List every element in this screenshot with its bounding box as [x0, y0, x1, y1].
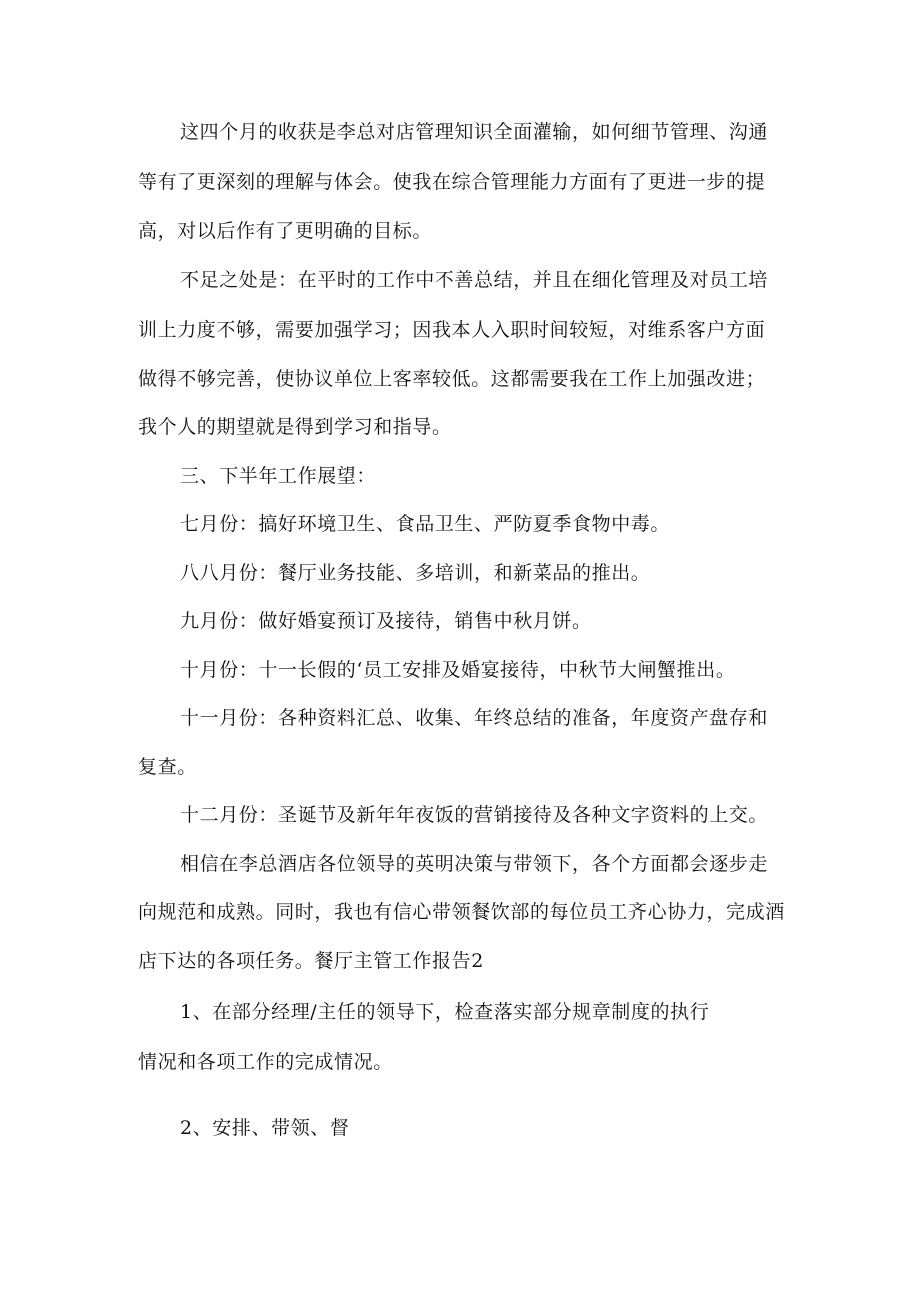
duty-2: 2、安排、带领、督 [180, 1117, 350, 1139]
plan-november-line-2: 复查。 [138, 756, 197, 778]
plan-november-line-1: 十一月份：各种资料汇总、收集、年终总结的准备，年度资产盘存和 [180, 707, 769, 729]
plan-august: 八八月份：餐厅业务技能、多培训，和新菜品的推出。 [180, 562, 651, 584]
paragraph-1-line-3: 高，对以后作有了更明确的目标。 [138, 220, 433, 242]
plan-september: 九月份：做好婚宴预订及接待，销售中秋月饼。 [180, 610, 592, 632]
paragraph-1-line-1: 这四个月的收获是李总对店管理知识全面灌输，如何细节管理、沟通 [180, 121, 769, 143]
plan-october: 十月份：十一长假的‘员工安排及婚宴接待，中秋节大闸蟹推出。 [180, 659, 736, 681]
closing-line-1: 相信在李总酒店各位领导的英明决策与带领下，各个方面都会逐步走 [180, 853, 769, 875]
paragraph-2-line-3: 做得不够完善，使协议单位上客率较低。这都需要我在工作上加强改进； [138, 368, 766, 390]
duty-1-line-2: 情况和各项工作的完成情况。 [138, 1051, 393, 1073]
plan-july: 七月份：搞好环境卫生、食品卫生、严防夏季食物中毒。 [180, 513, 671, 535]
closing-line-3: 店下达的各项任务。餐厅主管工作报告2 [138, 950, 484, 972]
paragraph-2-line-1: 不足之处是：在平时的工作中不善总结，并且在细化管理及对员工培 [180, 269, 769, 291]
paragraph-2-line-2: 训上力度不够，需要加强学习；因我本人入职时间较短，对维系客户方面 [138, 319, 766, 341]
paragraph-2-line-4: 我个人的期望就是得到学习和指导。 [138, 416, 452, 438]
plan-december: 十二月份：圣诞节及新年年夜饭的营销接待及各种文字资料的上交。 [180, 804, 769, 826]
section-heading: 三、下半年工作展望： [180, 465, 377, 487]
closing-line-2: 向规范和成熟。同时，我也有信心带领餐饮部的每位员工齐心协力，完成酒 [138, 901, 785, 923]
duty-1-line-1: 1、在部分经理/主任的领导下，检查落实部分规章制度的执行 [180, 1001, 710, 1023]
paragraph-1-line-2: 等有了更深刻的理解与体会。使我在综合管理能力方面有了更进一步的提 [138, 171, 766, 193]
